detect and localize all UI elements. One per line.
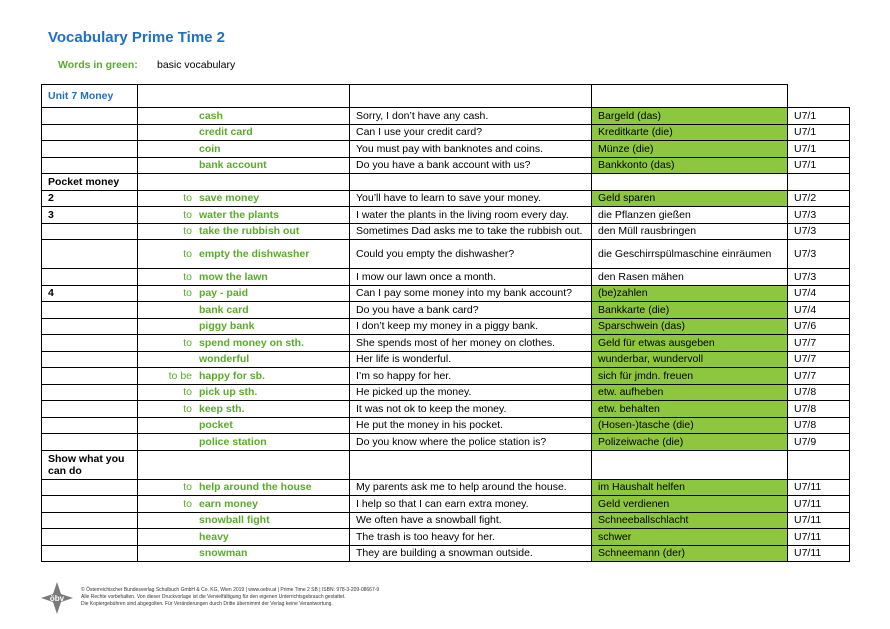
vocabulary-table — [41, 84, 850, 562]
unit-reference: U7/4 — [788, 285, 850, 302]
unit-reference: U7/11 — [788, 529, 850, 546]
english-word: pick up sth. — [199, 386, 258, 399]
word-cell — [138, 351, 350, 368]
unit-header-row — [42, 85, 850, 108]
unit-reference: U7/1 — [788, 141, 850, 158]
example-sentence: I water the plants in the living room every day. — [350, 207, 592, 224]
empty-cell — [592, 174, 788, 191]
lesson-number: 4 — [42, 285, 138, 302]
word-prefix: to be — [168, 369, 192, 382]
english-word: keep sth. — [199, 402, 245, 415]
example-sentence: You’ll have to learn to save your money. — [350, 190, 592, 207]
table-row — [42, 496, 850, 513]
table-row — [42, 368, 850, 385]
table-row — [42, 124, 850, 141]
german-translation: Bankkonto (das) — [592, 157, 788, 174]
empty-cell — [350, 174, 592, 191]
word-prefix: to — [183, 208, 192, 221]
word-prefix: to — [183, 248, 192, 260]
lesson-number — [42, 384, 138, 401]
lesson-number — [42, 141, 138, 158]
english-word: pocket — [199, 419, 233, 432]
english-word: coin — [199, 142, 221, 155]
example-sentence: You must pay with banknotes and coins. — [350, 141, 592, 158]
unit-reference: U7/11 — [788, 479, 850, 496]
example-sentence: I mow our lawn once a month. — [350, 269, 592, 286]
lesson-number — [42, 157, 138, 174]
section-row — [42, 450, 850, 479]
word-cell — [138, 207, 350, 224]
lesson-number — [42, 545, 138, 562]
german-translation: Bargeld (das) — [592, 108, 788, 125]
footer-line: © Österreichischer Bundesverlag Schulbuch GmbH & Co. KG, Wien 2019 | www.oebv.at | Prime Time 2 SB | ISBN: 978-3-209-08667-9 — [81, 587, 380, 593]
german-translation: die Pflanzen gießen — [592, 207, 788, 224]
unit-reference: U7/2 — [788, 190, 850, 207]
example-sentence: I help so that I can earn extra money. — [350, 496, 592, 513]
page-title: Vocabulary Prime Time 2 — [48, 29, 226, 46]
lesson-number — [42, 335, 138, 352]
english-word: credit card — [199, 126, 253, 139]
legend — [58, 59, 236, 71]
lesson-number: 2 — [42, 190, 138, 207]
header-cell — [350, 85, 592, 108]
unit-reference: U7/3 — [788, 240, 850, 269]
word-cell — [138, 124, 350, 141]
german-translation: Schneeballschlacht — [592, 512, 788, 529]
word-prefix: to — [183, 402, 192, 415]
table-row — [42, 190, 850, 207]
table-row — [42, 108, 850, 125]
word-cell — [138, 512, 350, 529]
lesson-number: 3 — [42, 207, 138, 224]
english-word: save money — [199, 192, 260, 205]
unit-reference: U7/3 — [788, 207, 850, 224]
word-cell — [138, 269, 350, 286]
empty-cell — [788, 450, 850, 479]
english-word: take the rubbish out — [199, 225, 300, 238]
unit-reference: U7/3 — [788, 223, 850, 240]
empty-cell — [138, 174, 350, 191]
word-cell — [138, 190, 350, 207]
unit-reference: U7/11 — [788, 512, 850, 529]
unit-reference: U7/7 — [788, 368, 850, 385]
english-word: police station — [199, 435, 267, 448]
example-sentence: Do you know where the police station is? — [350, 434, 592, 451]
english-word: water the plants — [199, 208, 279, 221]
word-cell — [138, 240, 350, 269]
german-translation: Geld verdienen — [592, 496, 788, 513]
example-sentence: Her life is wonderful. — [350, 351, 592, 368]
example-sentence: My parents ask me to help around the house. — [350, 479, 592, 496]
example-sentence: They are building a snowman outside. — [350, 545, 592, 562]
table-row — [42, 434, 850, 451]
table-row — [42, 302, 850, 319]
word-cell — [138, 545, 350, 562]
english-word: bank card — [199, 303, 249, 316]
table-row — [42, 269, 850, 286]
word-cell — [138, 302, 350, 319]
german-translation: die Geschirrspülmaschine einräumen — [592, 240, 788, 269]
lesson-number — [42, 479, 138, 496]
table-row — [42, 529, 850, 546]
table-row — [42, 384, 850, 401]
english-word: cash — [199, 109, 223, 122]
german-translation: etw. aufheben — [592, 384, 788, 401]
section-heading: Pocket money — [42, 174, 138, 191]
english-word: spend money on sth. — [199, 336, 305, 349]
table-row — [42, 417, 850, 434]
table-row — [42, 240, 850, 269]
table-row — [42, 207, 850, 224]
german-translation: Sparschwein (das) — [592, 318, 788, 335]
english-word: wonderful — [199, 353, 250, 366]
lesson-number — [42, 434, 138, 451]
german-translation: Bankkarte (die) — [592, 302, 788, 319]
empty-cell — [592, 450, 788, 479]
german-translation: Münze (die) — [592, 141, 788, 158]
table-row — [42, 351, 850, 368]
german-translation: wunderbar, wundervoll — [592, 351, 788, 368]
word-cell — [138, 496, 350, 513]
english-word: pay - paid — [199, 287, 249, 300]
section-heading: Show what you can do — [42, 450, 138, 479]
table-row — [42, 285, 850, 302]
word-prefix: to — [183, 497, 192, 510]
example-sentence: The trash is too heavy for her. — [350, 529, 592, 546]
unit-reference: U7/8 — [788, 384, 850, 401]
german-translation: den Rasen mähen — [592, 269, 788, 286]
word-prefix: to — [183, 192, 192, 205]
section-row — [42, 174, 850, 191]
word-cell — [138, 529, 350, 546]
english-word: happy for sb. — [199, 369, 265, 382]
example-sentence: I’m so happy for her. — [350, 368, 592, 385]
unit-reference: U7/9 — [788, 434, 850, 451]
lesson-number — [42, 529, 138, 546]
footer-line: Alle Rechte vorbehalten. Von dieser Druckvorlage ist die Vervielfältigung für den eigenen Unterrichtsgebrauch gestattet. — [81, 594, 346, 600]
example-sentence: It was not ok to keep the money. — [350, 401, 592, 418]
lesson-number — [42, 318, 138, 335]
footer-line: Die Kopiergebühren sind abgegolten. Für Veränderungen durch Dritte übernimmt der Verlag keine Verantwortung. — [81, 601, 333, 607]
unit-reference: U7/1 — [788, 108, 850, 125]
unit-reference: U7/1 — [788, 124, 850, 141]
lesson-number — [42, 417, 138, 434]
german-translation: Schneemann (der) — [592, 545, 788, 562]
lesson-number — [42, 368, 138, 385]
english-word: help around the house — [199, 481, 312, 494]
german-translation: sich für jmdn. freuen — [592, 368, 788, 385]
table-row — [42, 157, 850, 174]
header-cell-empty — [788, 85, 850, 108]
example-sentence: He put the money in his pocket. — [350, 417, 592, 434]
word-cell — [138, 223, 350, 240]
lesson-number — [42, 351, 138, 368]
word-prefix: to — [183, 386, 192, 399]
word-prefix: to — [183, 270, 192, 283]
word-cell — [138, 479, 350, 496]
english-word: empty the dishwasher — [199, 248, 310, 260]
legend-text: basic vocabulary — [157, 59, 236, 71]
unit-reference: U7/7 — [788, 351, 850, 368]
word-prefix: to — [183, 336, 192, 349]
table-row — [42, 512, 850, 529]
word-cell — [138, 318, 350, 335]
english-word: bank account — [199, 159, 267, 172]
example-sentence: Do you have a bank card? — [350, 302, 592, 319]
lesson-number — [42, 223, 138, 240]
word-cell — [138, 335, 350, 352]
unit-heading: Unit 7 Money — [42, 85, 138, 108]
example-sentence: Sometimes Dad asks me to take the rubbish out. — [350, 223, 592, 240]
german-translation: etw. behalten — [592, 401, 788, 418]
english-word: mow the lawn — [199, 270, 268, 283]
german-translation: (Hosen-)tasche (die) — [592, 417, 788, 434]
empty-cell — [138, 450, 350, 479]
example-sentence: I don’t keep my money in a piggy bank. — [350, 318, 592, 335]
lesson-number — [42, 512, 138, 529]
unit-reference: U7/11 — [788, 545, 850, 562]
header-cell — [138, 85, 350, 108]
word-cell — [138, 141, 350, 158]
table-row — [42, 335, 850, 352]
unit-reference: U7/3 — [788, 269, 850, 286]
unit-reference: U7/6 — [788, 318, 850, 335]
unit-reference: U7/8 — [788, 401, 850, 418]
german-translation: den Müll rausbringen — [592, 223, 788, 240]
oebv-logo — [40, 581, 74, 615]
lesson-number — [42, 269, 138, 286]
example-sentence: We often have a snowball fight. — [350, 512, 592, 529]
example-sentence: Can I pay some money into my bank account? — [350, 285, 592, 302]
unit-reference: U7/8 — [788, 417, 850, 434]
word-cell — [138, 401, 350, 418]
german-translation: Geld für etwas ausgeben — [592, 335, 788, 352]
word-cell — [138, 108, 350, 125]
unit-reference: U7/1 — [788, 157, 850, 174]
table-row — [42, 479, 850, 496]
example-sentence: He picked up the money. — [350, 384, 592, 401]
unit-reference: U7/4 — [788, 302, 850, 319]
german-translation: Polizeiwache (die) — [592, 434, 788, 451]
empty-cell — [350, 450, 592, 479]
word-cell — [138, 434, 350, 451]
logo-text: öbv — [49, 594, 65, 603]
lesson-number — [42, 401, 138, 418]
example-sentence: Sorry, I don’t have any cash. — [350, 108, 592, 125]
german-translation: im Haushalt helfen — [592, 479, 788, 496]
lesson-number — [42, 240, 138, 269]
header-cell — [592, 85, 788, 108]
word-cell — [138, 285, 350, 302]
german-translation: schwer — [592, 529, 788, 546]
lesson-number — [42, 124, 138, 141]
lesson-number — [42, 108, 138, 125]
unit-reference: U7/7 — [788, 335, 850, 352]
word-prefix: to — [183, 481, 192, 494]
example-sentence: Can I use your credit card? — [350, 124, 592, 141]
table-row — [42, 318, 850, 335]
lesson-number — [42, 302, 138, 319]
footer — [81, 587, 379, 608]
table-row — [42, 545, 850, 562]
english-word: earn money — [199, 497, 258, 510]
word-cell — [138, 384, 350, 401]
german-translation: Kreditkarte (die) — [592, 124, 788, 141]
legend-label: Words in green: — [58, 59, 138, 71]
english-word: snowball fight — [199, 514, 270, 527]
english-word: piggy bank — [199, 320, 255, 333]
word-prefix: to — [183, 225, 192, 238]
word-cell — [138, 417, 350, 434]
example-sentence: Do you have a bank account with us? — [350, 157, 592, 174]
empty-cell — [788, 174, 850, 191]
table-row — [42, 401, 850, 418]
example-sentence: She spends most of her money on clothes. — [350, 335, 592, 352]
lesson-number — [42, 496, 138, 513]
word-prefix: to — [183, 287, 192, 300]
example-sentence: Could you empty the dishwasher? — [350, 240, 592, 269]
word-cell — [138, 368, 350, 385]
english-word: heavy — [199, 530, 229, 543]
german-translation: (be)zahlen — [592, 285, 788, 302]
table-row — [42, 223, 850, 240]
table-row — [42, 141, 850, 158]
german-translation: Geld sparen — [592, 190, 788, 207]
word-cell — [138, 157, 350, 174]
english-word: snowman — [199, 547, 248, 560]
unit-reference: U7/11 — [788, 496, 850, 513]
